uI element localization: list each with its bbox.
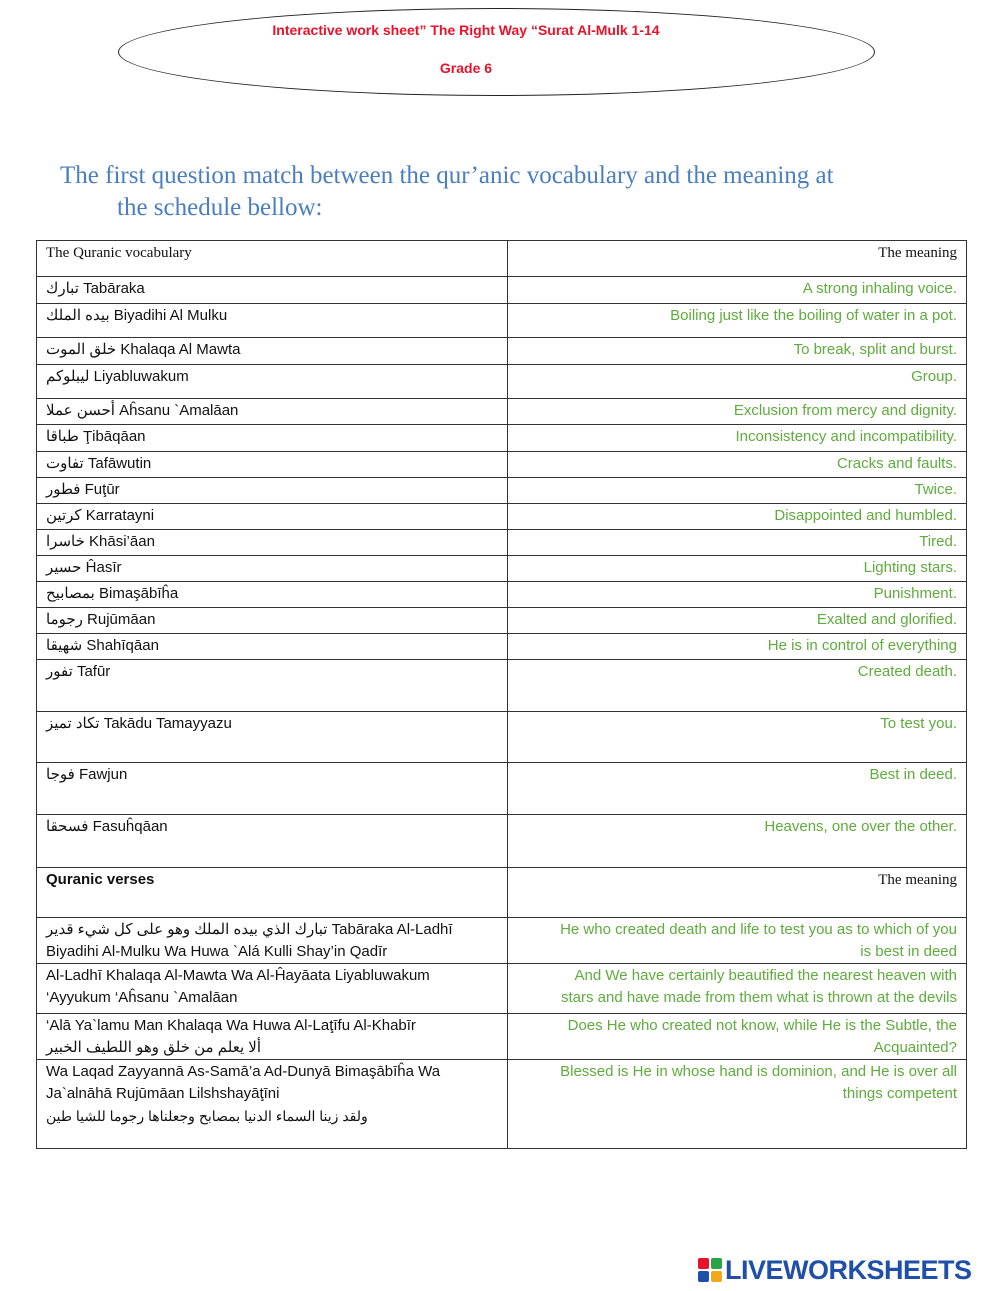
- vocab-transliteration: Ţibāqāan: [82, 428, 146, 445]
- verse-transliteration: Biyadihi Al-Mulku Wa Huwa `Alá Kulli Shay’in Qadīr: [46, 943, 388, 960]
- vocab-arabic: طباقا: [46, 428, 79, 445]
- vocab-transliteration: Tafūr: [76, 663, 111, 680]
- verse-transliteration: Wa Laqad Zayyannā As-Samā’a Ad-Dunyā Bimaşābīĥa Wa: [46, 1063, 441, 1080]
- vocab-transliteration: Shahīqāan: [86, 637, 159, 654]
- vocab-meaning[interactable]: To break, split and burst.: [793, 341, 957, 358]
- vocab-row: [37, 608, 967, 634]
- vocab-row: [37, 365, 967, 399]
- logo-text: LIVEWORKSHEETS: [725, 1254, 972, 1285]
- vocab-meaning[interactable]: Punishment.: [873, 585, 957, 602]
- worksheet-title: Interactive work sheet” The Right Way “Surat Al-Mulk 1-14: [272, 22, 660, 38]
- vocab-row: [37, 425, 967, 452]
- grade-label: Grade 6: [439, 60, 493, 76]
- question-instructions: [60, 160, 920, 224]
- vocab-term-cell: [37, 425, 508, 452]
- vocab-term-cell: [37, 712, 508, 763]
- vocab-transliteration: Khāsi’āan: [89, 533, 155, 550]
- verse-transliteration: ‘Alā Ya`lamu Man Khalaqa Wa Huwa Al-Laţīfu Al-Khabīr: [46, 1017, 416, 1034]
- vocab-meaning[interactable]: Lighting stars.: [863, 559, 957, 576]
- verse-row: [37, 1060, 967, 1149]
- vocab-header-row: [37, 241, 967, 277]
- vocab-row: [37, 582, 967, 608]
- vocab-term-cell: [37, 608, 508, 634]
- vocab-col-header: The Quranic vocabulary: [37, 241, 508, 277]
- vocab-arabic: بمصابيح: [46, 585, 95, 602]
- logo-square-red: [698, 1258, 709, 1269]
- vocab-meaning-cell: [508, 504, 967, 530]
- vocab-arabic: حسير: [46, 559, 82, 576]
- vocab-term-cell: [37, 530, 508, 556]
- vocab-meaning[interactable]: Disappointed and humbled.: [774, 507, 957, 524]
- vocab-arabic: خاسرا: [46, 533, 85, 550]
- verse-row: [37, 964, 967, 1014]
- verse-row: [37, 918, 967, 964]
- vocab-meaning[interactable]: Best in deed.: [869, 766, 957, 783]
- vocab-arabic: تبارك: [46, 280, 79, 297]
- vocab-row: [37, 712, 967, 763]
- vocab-row: [37, 556, 967, 582]
- verse-transliteration: ‘Ayyukum ‘Aĥsanu `Amalāan: [46, 989, 238, 1006]
- vocab-arabic: تكاد تميز: [46, 715, 100, 732]
- vocab-transliteration: Aĥsanu `Amalāan: [119, 402, 239, 419]
- vocab-arabic: فسحقا: [46, 818, 89, 835]
- verse-meaning-cell: [508, 918, 967, 964]
- verse-meaning-line[interactable]: And We have certainly beautified the nearest heaven with: [574, 967, 957, 984]
- vocab-transliteration: Fawjun: [78, 766, 128, 783]
- vocab-arabic: ليبلوكم: [46, 368, 90, 385]
- vocab-arabic: تفاوت: [46, 455, 84, 472]
- vocab-row: [37, 504, 967, 530]
- vocab-meaning[interactable]: To test you.: [880, 715, 957, 732]
- vocab-row: [37, 530, 967, 556]
- vocab-meaning-cell: [508, 338, 967, 365]
- vocab-row: [37, 277, 967, 304]
- vocab-transliteration: Tabāraka: [83, 280, 145, 297]
- vocab-meaning-cell: [508, 582, 967, 608]
- verse-arabic: ألا يعلم من خلق وهو اللطيف الخبير: [46, 1039, 262, 1056]
- vocab-meaning[interactable]: Tired.: [919, 533, 957, 550]
- liveworksheets-logo: [698, 1252, 972, 1288]
- vocab-meaning[interactable]: Created death.: [857, 663, 957, 680]
- verse-meaning-cell: [508, 964, 967, 1014]
- verses-meaning-col-header: The meaning: [508, 868, 967, 918]
- worksheet-table: [36, 240, 967, 1149]
- vocab-arabic: شهيقا: [46, 637, 83, 654]
- verse-meaning-cell: [508, 1014, 967, 1060]
- vocab-term-cell: [37, 478, 508, 504]
- vocab-transliteration: Fasuĥqāan: [92, 818, 168, 835]
- vocab-meaning-cell: [508, 425, 967, 452]
- vocab-arabic: كرتين: [46, 507, 82, 524]
- verse-meaning-line[interactable]: He who created death and life to test you as to which of you: [560, 921, 957, 938]
- vocab-meaning[interactable]: A strong inhaling voice.: [802, 280, 957, 297]
- vocab-row: [37, 338, 967, 365]
- vocab-term-cell: [37, 304, 508, 338]
- vocab-meaning-cell: [508, 365, 967, 399]
- vocab-meaning-cell: [508, 452, 967, 478]
- vocab-meaning-cell: [508, 660, 967, 712]
- verse-arabic: ولقد زينا السماء الدنيا بمصابح وجعلناها رجوما للشيا طين: [46, 1108, 368, 1124]
- vocab-meaning[interactable]: He is in control of everything: [767, 637, 957, 654]
- vocab-meaning-cell: [508, 556, 967, 582]
- vocab-arabic: خلق الموت: [46, 341, 117, 358]
- vocab-term-cell: [37, 338, 508, 365]
- vocab-transliteration: Takādu Tamayyazu: [103, 715, 232, 732]
- vocab-transliteration: Karratayni: [85, 507, 155, 524]
- verses-header-row: [37, 868, 967, 918]
- verse-transliteration: Tabāraka Al-Ladhī: [331, 921, 453, 938]
- verse-meaning-line[interactable]: stars and have made from them what is thrown at the devils: [560, 989, 957, 1006]
- vocab-term-cell: [37, 504, 508, 530]
- verse-arabic: تبارك الذي بيده الملك وهو على كل شيء قدير: [46, 921, 328, 938]
- vocab-meaning[interactable]: Exclusion from mercy and dignity.: [733, 402, 957, 419]
- meaning-col-header: The meaning: [508, 241, 967, 277]
- verse-cell: [37, 1014, 508, 1060]
- vocab-transliteration: Tafāwutin: [87, 455, 152, 472]
- vocab-row: [37, 815, 967, 868]
- question-line-2: the schedule bellow:: [117, 194, 323, 221]
- vocab-row: [37, 452, 967, 478]
- vocab-transliteration: Khalaqa Al Mawta: [120, 341, 241, 358]
- verse-meaning-line[interactable]: is best in deed: [860, 943, 957, 960]
- verse-meaning-line[interactable]: things competent: [842, 1085, 957, 1102]
- vocab-meaning-cell: [508, 712, 967, 763]
- vocab-term-cell: [37, 815, 508, 868]
- verse-line: [46, 919, 498, 941]
- vocab-row: [37, 304, 967, 338]
- question-line-1: The first question match between the qur’anic vocabulary and the meaning at: [60, 162, 834, 189]
- verse-cell: [37, 918, 508, 964]
- verse-meaning-line[interactable]: Acquainted?: [873, 1039, 957, 1056]
- vocab-row: [37, 478, 967, 504]
- logo-square-blue: [698, 1271, 709, 1282]
- vocab-meaning[interactable]: Boiling just like the boiling of water in a pot.: [670, 307, 957, 324]
- vocab-term-cell: [37, 399, 508, 425]
- verse-meaning-line[interactable]: Does He who created not know, while He is the Subtle, the: [567, 1017, 957, 1034]
- verse-cell: [37, 1060, 508, 1149]
- vocab-meaning[interactable]: Inconsistency and incompatibility.: [735, 428, 957, 445]
- vocab-meaning-cell: [508, 530, 967, 556]
- vocab-meaning-cell: [508, 634, 967, 660]
- vocab-term-cell: [37, 277, 508, 304]
- vocab-arabic: رجوما: [46, 611, 83, 628]
- vocab-term-cell: [37, 582, 508, 608]
- vocab-meaning[interactable]: Heavens, one over the other.: [764, 818, 957, 835]
- vocab-meaning-cell: [508, 763, 967, 815]
- vocab-meaning-cell: [508, 815, 967, 868]
- logo-square-green: [711, 1258, 722, 1269]
- vocab-term-cell: [37, 660, 508, 712]
- vocab-meaning[interactable]: Group.: [911, 368, 957, 385]
- vocab-row: [37, 763, 967, 815]
- vocab-term-cell: [37, 556, 508, 582]
- vocab-term-cell: [37, 634, 508, 660]
- vocab-meaning-cell: [508, 304, 967, 338]
- vocab-meaning[interactable]: Exalted and glorified.: [816, 611, 957, 628]
- vocab-term-cell: [37, 452, 508, 478]
- vocab-meaning[interactable]: Cracks and faults.: [836, 455, 957, 472]
- vocab-row: [37, 660, 967, 712]
- vocab-transliteration: Biyadihi Al Mulku: [113, 307, 228, 324]
- verses-col-header: Quranic verses: [37, 868, 508, 918]
- vocab-arabic: بيده الملك: [46, 307, 110, 324]
- vocab-transliteration: Bimaşābīĥa: [98, 585, 179, 602]
- vocab-meaning[interactable]: Twice.: [914, 481, 957, 498]
- vocab-term-cell: [37, 763, 508, 815]
- verse-transliteration: Ja`alnāhā Rujūmāan Lilshshayāţīni: [46, 1085, 280, 1102]
- vocab-arabic: فطور: [46, 481, 81, 498]
- vocab-transliteration: Liyabluwakum: [93, 368, 189, 385]
- verse-cell: [37, 964, 508, 1014]
- verse-meaning-cell: [508, 1060, 967, 1149]
- verse-transliteration: Al-Ladhī Khalaqa Al-Mawta Wa Al-Ĥayāata Liyabluwakum: [46, 967, 430, 984]
- vocab-row: [37, 399, 967, 425]
- vocab-term-cell: [37, 365, 508, 399]
- vocab-transliteration: Fuţūr: [84, 481, 120, 498]
- vocab-arabic: فوجا: [46, 766, 75, 783]
- vocab-arabic: أحسن عملا: [46, 402, 115, 419]
- vocab-transliteration: Ĥasīr: [85, 559, 122, 576]
- vocab-row: [37, 634, 967, 660]
- verse-row: [37, 1014, 967, 1060]
- vocab-meaning-cell: [508, 478, 967, 504]
- verse-meaning-line[interactable]: Blessed is He in whose hand is dominion, and He is over all: [560, 1063, 957, 1080]
- vocab-transliteration: Rujūmāan: [87, 611, 156, 628]
- logo-mark-icon: [698, 1258, 722, 1282]
- vocab-arabic: تفور: [46, 663, 73, 680]
- logo-square-yellow: [711, 1271, 722, 1282]
- vocab-meaning-cell: [508, 277, 967, 304]
- vocab-meaning-cell: [508, 399, 967, 425]
- vocab-meaning-cell: [508, 608, 967, 634]
